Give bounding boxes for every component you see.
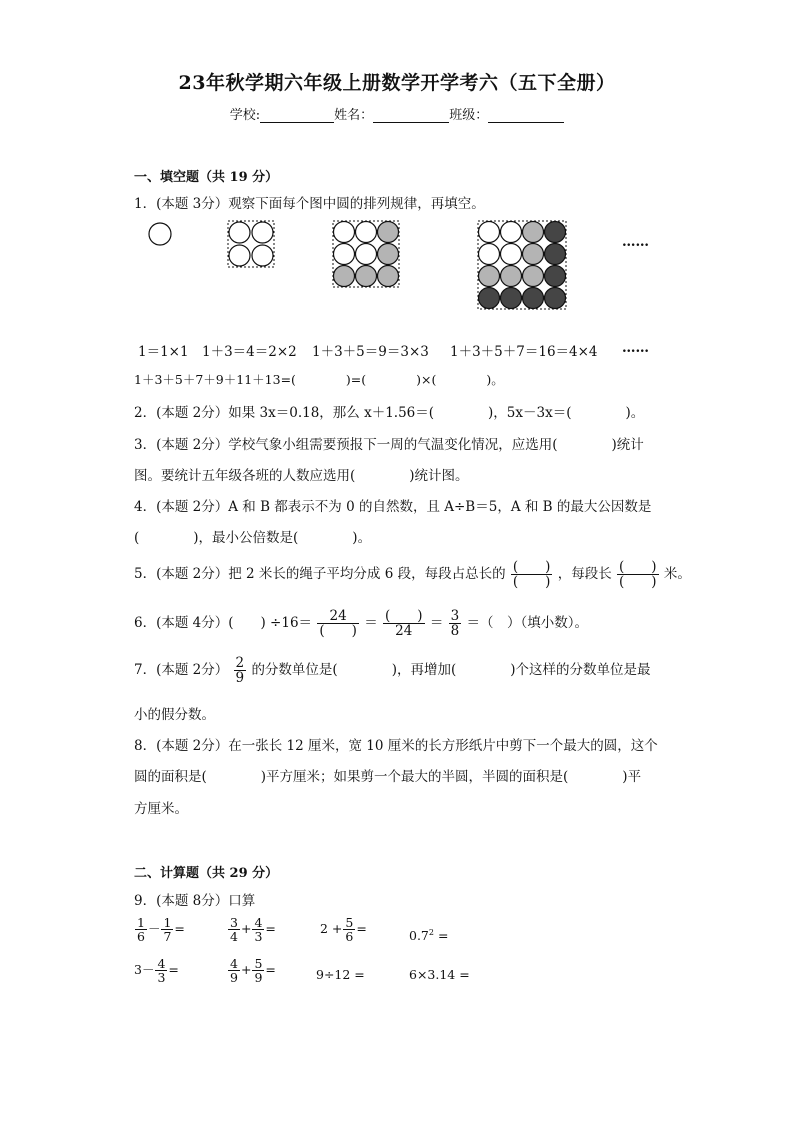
fraction-3-over-8: $\frac{3}{8}$ [450,608,460,640]
question-8-line-1: 8．(本题 2分）在一张长 12 厘米，宽 10 厘米的长方形纸片中剪下一个最大的圆，这个 [134,738,658,754]
circle-mark [545,222,566,243]
circle-mark [356,244,377,265]
question-8-line-2[interactable]: 圆的面积是( )平方厘米；如果剪一个最大的半圆，半圆的面积是( )平 [134,769,642,785]
circle-mark [334,222,355,243]
question-1-fill[interactable]: 1＋3＋5＋7＋9＋11＋13=( )=( )×( )。 [134,372,504,387]
fraction-2-over-9: $\frac{2}{9}$ [235,655,245,687]
fraction-24-over-blank[interactable]: $\frac{24}{( )}$ [319,608,357,640]
pattern-eq-2: 1＋3＝4＝2×2 [202,344,297,360]
figure-4 [478,221,566,309]
circle-mark [378,244,399,265]
figure-1 [149,223,171,245]
question-3-line-1[interactable]: 3．(本题 2分）学校气象小组需要预报下一周的气温变化情况，应选用( )统计 [134,437,644,453]
figure-ellipsis: …… [622,234,649,250]
name-blank[interactable] [373,108,449,123]
circle-mark [501,266,522,287]
answer-fraction-1[interactable]: $\frac{( )}{( )}$ [512,559,551,591]
calc-item-7[interactable]: 9÷12 = [316,967,365,982]
student-info-line [0,104,794,123]
question-5-text: 5．(本题 2分）把 2 米长的绳子平均分成 6 段，每段占总长的 [134,566,506,583]
question-5-post: 米。 [663,566,691,583]
pattern-eq-3: 1＋3＋5＝9＝3×3 [312,344,429,360]
circle-mark [252,222,273,243]
question-4-line-1: 4．(本题 2分）A 和 B 都表示不为 0 的自然数，且 A÷B＝5，A 和 B 的最大公因数是 [134,499,652,515]
circle-mark [501,222,522,243]
question-6-text[interactable]: 6．(本题 4分）( ) ÷16＝ [134,615,313,632]
question-6 [134,609,588,638]
equals-sign: ＝ [429,615,444,632]
question-7-line-1 [134,656,651,685]
circle-mark [378,266,399,287]
name-label: 姓名： [334,108,374,123]
fraction-blank-over-24[interactable]: $\frac{( )}{24}$ [385,608,423,640]
circle-mark [334,266,355,287]
question-2[interactable]: 2．(本题 2分）如果 3x＝0.18，那么 x＋1.56＝( )，5x－3x＝( )。 [134,405,645,421]
circle-mark [523,222,544,243]
question-9-text: 9．(本题 8分）口算 [134,893,256,909]
calc-item-8[interactable]: 6×3.14 = [409,967,470,982]
calc-item-6[interactable]: $\frac{4}{9}$ + $\frac{5}{9}$ = [230,956,276,986]
circle-mark [479,244,500,265]
school-label: 学校: [229,108,261,123]
class-blank[interactable] [488,108,564,123]
calc-item-1[interactable]: $\frac{1}{6}$ － $\frac{1}{7}$ = [137,915,185,945]
circle-mark [501,288,522,309]
circle-mark [523,288,544,309]
circle-mark [378,222,399,243]
question-7-text[interactable]: 的分数单位是( )，再增加( )个这样的分数单位是最 [251,662,651,679]
circle-pattern-figures [140,215,680,315]
circle-mark [149,223,171,245]
figure-3 [333,221,399,287]
circle-mark [501,244,522,265]
calc-item-2[interactable]: $\frac{3}{4}$ + $\frac{4}{3}$ = [230,915,276,945]
question-7-line-2: 小的假分数。 [134,707,215,723]
question-7-label: 7．(本题 2分） [134,662,229,679]
circle-mark [545,266,566,287]
circle-mark [356,266,377,287]
circle-mark [479,288,500,309]
circle-mark [545,288,566,309]
question-8-line-3: 方厘米。 [134,801,188,817]
calc-item-4[interactable]: $0.7^2$ = [409,928,449,944]
circle-mark [334,244,355,265]
pattern-eq-1: 1＝1×1 [138,344,189,360]
question-5-mid: ，每段长 [557,566,612,583]
circle-mark [523,244,544,265]
circle-mark [252,245,273,266]
circle-mark [356,222,377,243]
circle-mark [479,266,500,287]
circle-mark [545,244,566,265]
question-1-text: 1．(本题 3分）观察下面每个图中圆的排列规律，再填空。 [134,196,485,212]
question-4-line-2[interactable]: ( )，最小公倍数是( )。 [134,530,372,546]
class-label: 班级： [449,108,489,123]
pattern-eq-ellipsis: …… [622,340,649,356]
calc-item-5[interactable]: 3－ $\frac{4}{3}$ = [134,956,179,986]
circle-mark [229,245,250,266]
page-title: 23年秋学期六年级上册数学开学考六（五下全册） [178,72,616,94]
calc-item-3[interactable]: 2 + $\frac{5}{6}$ = [320,915,367,945]
section-2-heading: 二、计算题（共 29 分） [134,866,279,881]
section-1-heading: 一、填空题（共 19 分） [134,170,279,185]
figure-2 [228,221,274,267]
answer-fraction-2[interactable]: $\frac{( )}{( )}$ [619,559,657,591]
equals-sign: ＝ [364,615,378,632]
school-blank[interactable] [260,108,334,123]
pattern-eq-4: 1＋3＋5＋7＝16＝4×4 [450,344,598,360]
question-5 [134,560,691,589]
question-3-line-2[interactable]: 图。要统计五年级各班的人数应选用( )统计图。 [134,468,469,484]
circle-mark [523,266,544,287]
circle-mark [479,222,500,243]
question-6-post[interactable]: ＝（ ）（填小数）。 [466,615,589,632]
circle-mark [229,222,250,243]
